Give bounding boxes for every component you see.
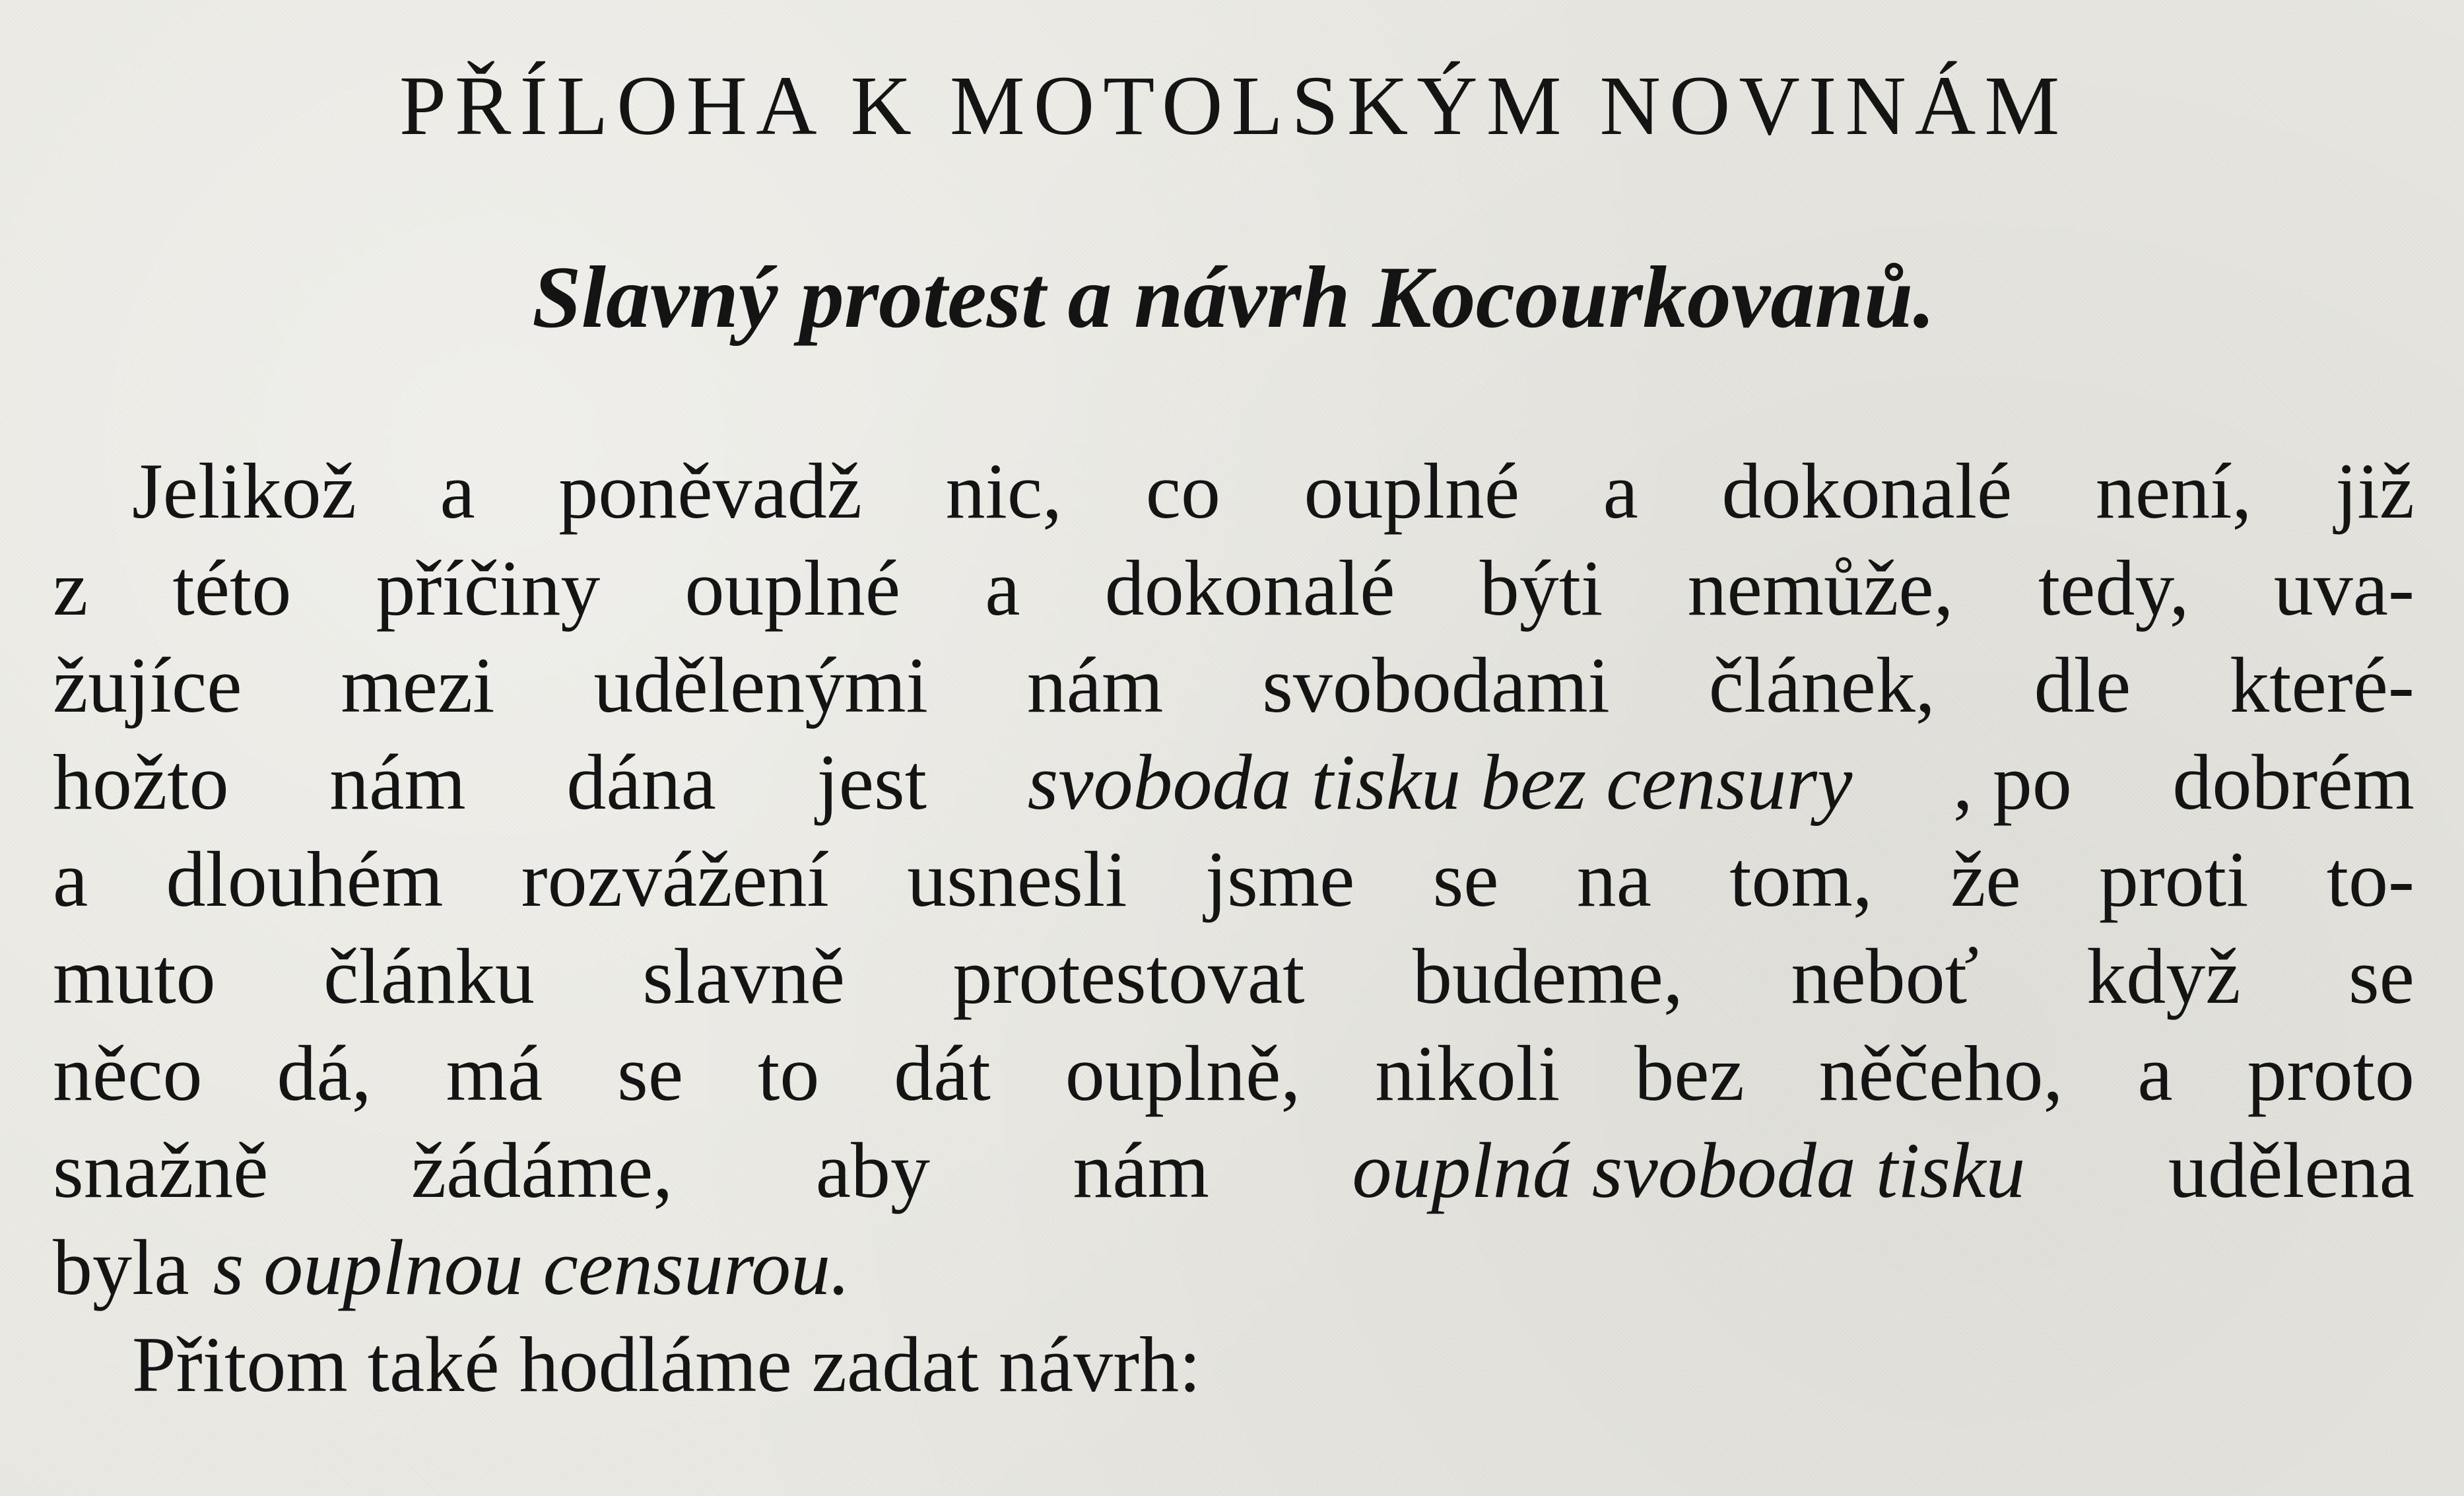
text-line-3: žujíce mezi udělenými nám svobodami článek, dle které-: [53, 641, 2414, 729]
emphasis-text: ouplná svoboda tisku: [1352, 1126, 2026, 1214]
text-line-7: něco dá, má se to dát ouplně, nikoli bez něčeho, a proto: [53, 1029, 2414, 1117]
emphasis-text: svoboda tisku bez censury: [1027, 738, 1853, 826]
text-line-1: Jelikož a poněvadž nic, co ouplné a dokonalé není, již: [132, 447, 2414, 535]
emphasis-text: s ouplnou censurou.: [213, 1223, 851, 1311]
text-line-6: muto článku slavně protestovat budeme, neboť když se: [53, 932, 2414, 1020]
text-line-9: byla s ouplnou censurou.: [53, 1219, 2414, 1316]
closing-line: Přitom také hodláme zadat návrh:: [132, 1320, 1201, 1408]
article-body: [53, 442, 2414, 1413]
text-line-5: a dlouhém rozvážení usnesli jsme se na tom, že proti to-: [53, 835, 2414, 923]
article-title: Slavný protest a návrh Kocourkovanů.: [532, 248, 1935, 346]
text-line-2: z této příčiny ouplné a dokonalé býti nemůže, tedy, uva-: [53, 544, 2414, 632]
text-line-8: snažně žádáme, aby nám ouplná svoboda tisku udělena: [53, 1122, 2414, 1219]
page-heading: PŘÍLOHA K MOTOLSKÝM NOVINÁM: [399, 59, 2069, 153]
text-line-4: hožto nám dána jest svoboda tisku bez censury , po dobrém: [53, 733, 2414, 831]
